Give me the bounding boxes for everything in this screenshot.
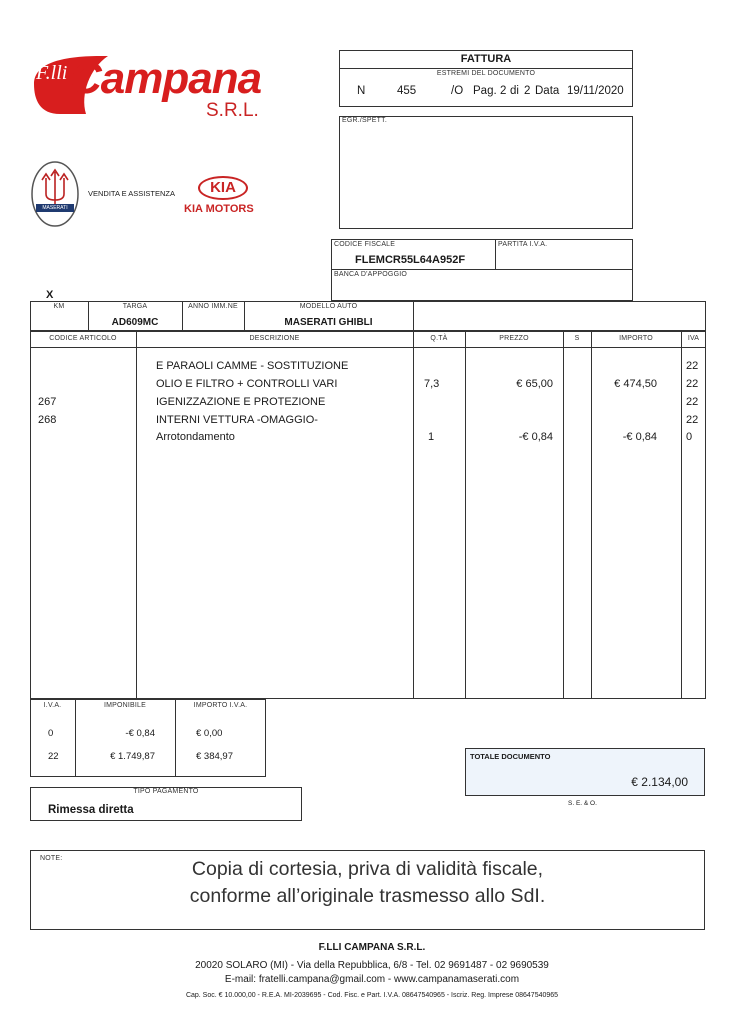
invoice-subtitle: ESTREMI DEL DOCUMENTO [436, 70, 536, 77]
kia-logo-text: KIA [210, 179, 236, 196]
modello-label: MODELLO AUTO [299, 303, 358, 310]
vat-importo-label: IMPORTO I.V.A. [193, 702, 248, 709]
item-iva: 0 [686, 431, 693, 443]
banca-label: BANCA D'APPOGGIO [334, 271, 407, 278]
vat-iva-label: I.V.A. [43, 702, 62, 709]
footer-legal: Cap. Soc. € 10.000,00 - R.E.A. MI-2039695 - Cod. Fisc. e Part. I.V.A. 08647540965 - Iscriz. Reg. Imprese 08647540965 [185, 992, 559, 999]
item-code: 268 [38, 414, 57, 426]
invoice-number: 455 [397, 85, 417, 97]
item-code: 267 [38, 396, 57, 408]
item-desc: INTERNI VETTURA -OMAGGIO- [156, 414, 318, 426]
mark-x: X [46, 289, 54, 301]
item-price: -€ 0,84 [518, 431, 553, 443]
item-qty: 1 [428, 431, 435, 443]
total-note: S. E. & O. [568, 800, 597, 807]
page-current: 2 [500, 85, 507, 97]
vat-row-imponibile: -€ 0,84 [125, 728, 155, 739]
codice-fiscale-value: FLEMCR55L64A952F [355, 254, 466, 266]
page-label: Pag. [473, 85, 497, 97]
footer-address: 20020 SOLARO (MI) - Via della Repubblica, 6/8 - Tel. 02 9691487 - 02 9690539 [195, 960, 549, 971]
page-of-label: di [510, 85, 519, 97]
item-desc: Arrotondamento [156, 431, 235, 443]
item-amount: -€ 0,84 [622, 431, 657, 443]
item-desc: OLIO E FILTRO + CONTROLLI VARI [156, 378, 338, 390]
notes-line1: Copia di cortesia, priva di validità fiscale, [191, 858, 544, 880]
item-amount: € 474,50 [614, 378, 657, 390]
item-price: € 65,00 [516, 378, 553, 390]
recipient-box [339, 116, 633, 229]
targa-label: TARGA [122, 303, 148, 310]
invoice-suffix: /O [451, 85, 464, 97]
date-label: Data [535, 85, 560, 97]
vat-row-iva: 22 [48, 751, 59, 762]
col-descrizione: DESCRIZIONE [249, 335, 300, 342]
item-desc: E PARAOLI CAMME - SOSTITUZIONE [156, 360, 349, 372]
notes-label: NOTE: [40, 855, 63, 862]
logo-name: Campana [70, 54, 262, 103]
col-s: S [574, 335, 580, 342]
footer-company: F.LLI CAMPANA S.R.L. [318, 942, 426, 953]
vat-row-importo: € 384,97 [196, 751, 233, 762]
payment-value: Rimessa diretta [48, 804, 134, 816]
item-iva: 22 [686, 414, 699, 426]
kia-motors-label: KIA MOTORS [184, 203, 254, 215]
total-label: TOTALE DOCUMENTO [470, 752, 551, 761]
anno-label: ANNO IMM.NE [188, 303, 238, 310]
total-value: € 2.134,00 [631, 775, 688, 789]
col-codice: CODICE ARTICOLO [49, 335, 117, 342]
invoice-date: 19/11/2020 [567, 85, 624, 97]
vat-imponibile-label: IMPONIBILE [103, 702, 147, 709]
logo-prefix: F.lli [36, 62, 68, 84]
footer-contacts: E-mail: fratelli.campana@gmail.com - www.campanamaserati.com [224, 974, 520, 985]
vat-row-importo: € 0,00 [196, 728, 223, 739]
vat-row-imponibile: € 1.749,87 [110, 751, 155, 762]
recipient-label: EGR./SPETT. [342, 117, 387, 124]
maserati-logo-text: MASERATI [42, 205, 68, 211]
codice-fiscale-label: CODICE FISCALE [334, 241, 396, 248]
km-label: KM [53, 303, 65, 310]
logo-suffix: S.R.L. [206, 100, 259, 121]
page-total: 2 [524, 85, 531, 97]
item-qty: 7,3 [424, 378, 440, 390]
col-prezzo: PREZZO [499, 335, 529, 342]
notes-line2: conforme all’originale trasmesso allo SdI. [189, 885, 546, 907]
partita-iva-label: PARTITA I.V.A. [498, 241, 548, 248]
invoice-title: FATTURA [460, 53, 512, 65]
targa-value: AD609MC [111, 317, 159, 328]
vat-row-iva: 0 [48, 728, 54, 739]
col-importo: IMPORTO [619, 335, 653, 342]
item-iva: 22 [686, 396, 699, 408]
col-iva: IVA [687, 335, 700, 342]
payment-label: TIPO PAGAMENTO [133, 788, 199, 795]
maserati-emblem [30, 160, 80, 228]
item-iva: 22 [686, 360, 699, 372]
fiscal-box [331, 239, 633, 301]
item-iva: 22 [686, 378, 699, 390]
invoice-n-label: N [357, 85, 366, 97]
modello-value: MASERATI GHIBLI [284, 317, 373, 328]
vendita-label: VENDITA E ASSISTENZA [88, 189, 175, 198]
col-qta: Q.TÀ [430, 335, 448, 342]
item-desc: IGENIZZAZIONE E PROTEZIONE [156, 396, 326, 408]
